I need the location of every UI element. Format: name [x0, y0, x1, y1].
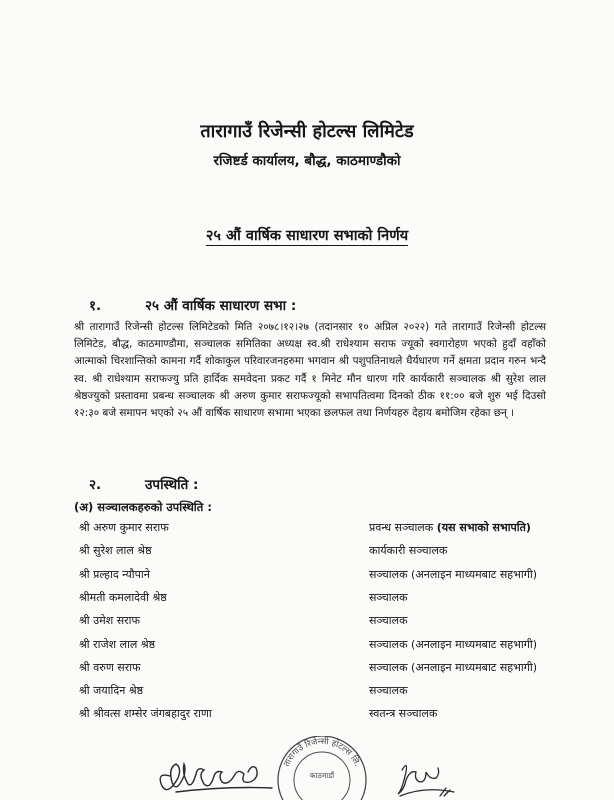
attendee-role-text: कार्यकारी सञ्चालक — [369, 544, 448, 558]
attendee-role-text: सञ्चालक (अनलाइन माध्यमबाट सहभागी) — [369, 637, 538, 651]
company-title: तारागाउँ रिजेन्सी होटल्स लिमिटेड — [200, 121, 414, 142]
office-address: रजिष्टर्ड कार्यालय, बौद्ध, काठमाण्डौको — [213, 153, 401, 169]
section-1-paragraph: श्री तारागाउँ रिजेन्सी होटल्स लिमिटेडको मिति २०७८।१२।२७ (तदानसार १० अप्रिल २०२२) गते तारागाउँ रिजेन्सी होटल्स लिमिटेड, बौद्ध, काठमाण्डौमा, सञ्चालक समितिका अध्यक्ष स्व.श्री राधेश्याम सराफ ज्यूको स्वगारोहण भएको हुदाँ वहाँको आत्माको चिरशान्तिको कामना गर्दै शोकाकुल परिवारजनहरुमा भगवान श्री पशुपतिनाथले धैर्यधारण गर्ने क्षमता प्रदान गरुन भन्दै स्व. श्री राधेश्याम सराफज्यु प्रति हार्दिक समवेदना प्रकट गर्दै १ मिनेट मौन धारण गरि कार्यकारी सञ्चालक श्री सुरेश लाल श्रेष्ठज्युको प्रस्तावमा प्रबन्ध सञ्चालक श्री अरुण कुमार सराफज्यूको सभापतित्वमा दिनको ठीक ११:०० बजे शुरु भई दिउसो १२:३० बजे समापन भएको २५ औं वार्षिक साधारण सभामा भएका छलफल तथा निर्णयहरु देहाय बमोजिम रहेका छन् । — [74, 321, 546, 420]
section-2-number: २. — [89, 477, 102, 493]
attendee-name: श्री प्रल्हाद न्यौपाने — [79, 567, 150, 581]
directors-subheading: (अ) सञ्चालकहरुको उपस्थिति : — [74, 500, 212, 514]
director-signature — [160, 764, 272, 792]
company-seal — [278, 736, 366, 800]
attendee-row — [0, 567, 614, 585]
attendee-role — [369, 706, 437, 721]
signature-area — [0, 736, 614, 800]
attendee-role — [369, 683, 408, 698]
chairman-signature — [398, 765, 454, 796]
document-heading-text: २५ औं वार्षिक साधारण सभाको निर्णय — [205, 228, 409, 244]
attendee-name: श्री श्रीवत्स शम्सेर जंगबहादुर राणा — [79, 707, 212, 721]
attendee-name: श्री उमेश सराफ — [79, 614, 140, 628]
attendee-role — [369, 637, 537, 652]
section-1-title: २५ औं वार्षिक साधारण सभा : — [145, 298, 297, 314]
attendee-row — [0, 637, 614, 655]
attendee-role — [369, 543, 447, 558]
attendee-row — [0, 590, 614, 608]
attendee-name: श्री वरुण सराफ — [79, 660, 141, 674]
attendee-role — [369, 567, 537, 582]
attendee-role-note: (यस सभाको सभापति) — [436, 521, 531, 534]
attendee-role-text: सञ्चालक — [369, 614, 408, 628]
attendee-name: श्री अरुण कुमार सराफ — [79, 521, 169, 534]
document-heading — [0, 225, 614, 245]
svg-text:काठमाडौं: काठमाडौं — [309, 771, 335, 780]
attendee-role — [369, 660, 537, 675]
attendee-row — [0, 660, 614, 678]
attendee-role — [369, 613, 408, 628]
attendee-role-text: सञ्चालक (अनलाइन माध्यमबाट सहभागी) — [369, 660, 538, 674]
attendee-role-text: सञ्चालक (अनलाइन माध्यमबाट सहभागी) — [369, 567, 538, 581]
svg-text:तारागाउँ रिजेन्सी होटल्स लि.: तारागाउँ रिजेन्सी होटल्स लि. — [281, 736, 363, 769]
attendee-role-text: सञ्चालक — [369, 590, 408, 604]
attendee-role-text: प्रवन्ध सञ्चालक — [369, 521, 434, 534]
attendee-name: श्री जयादिन श्रेष्ठ — [79, 684, 144, 698]
attendee-name: श्री राजेश लाल श्रेष्ठ — [79, 637, 156, 651]
attendee-role — [369, 520, 531, 535]
attendee-name: श्री सुरेश लाल श्रेष्ठ — [79, 544, 152, 558]
attendee-role — [369, 590, 408, 605]
attendee-row — [0, 683, 614, 701]
attendee-row — [0, 520, 614, 538]
attendee-row — [0, 706, 614, 724]
attendee-role-text: सञ्चालक — [369, 684, 408, 698]
attendee-row — [0, 543, 614, 561]
attendee-row — [0, 613, 614, 631]
attendee-role-text: स्वतन्त्र सञ्चालक — [369, 707, 438, 721]
section-2-title: उपस्थिति : — [145, 477, 199, 493]
section-1-number: १. — [89, 298, 102, 314]
attendee-name: श्रीमती कमलादेवी श्रेष्ठ — [79, 590, 167, 604]
